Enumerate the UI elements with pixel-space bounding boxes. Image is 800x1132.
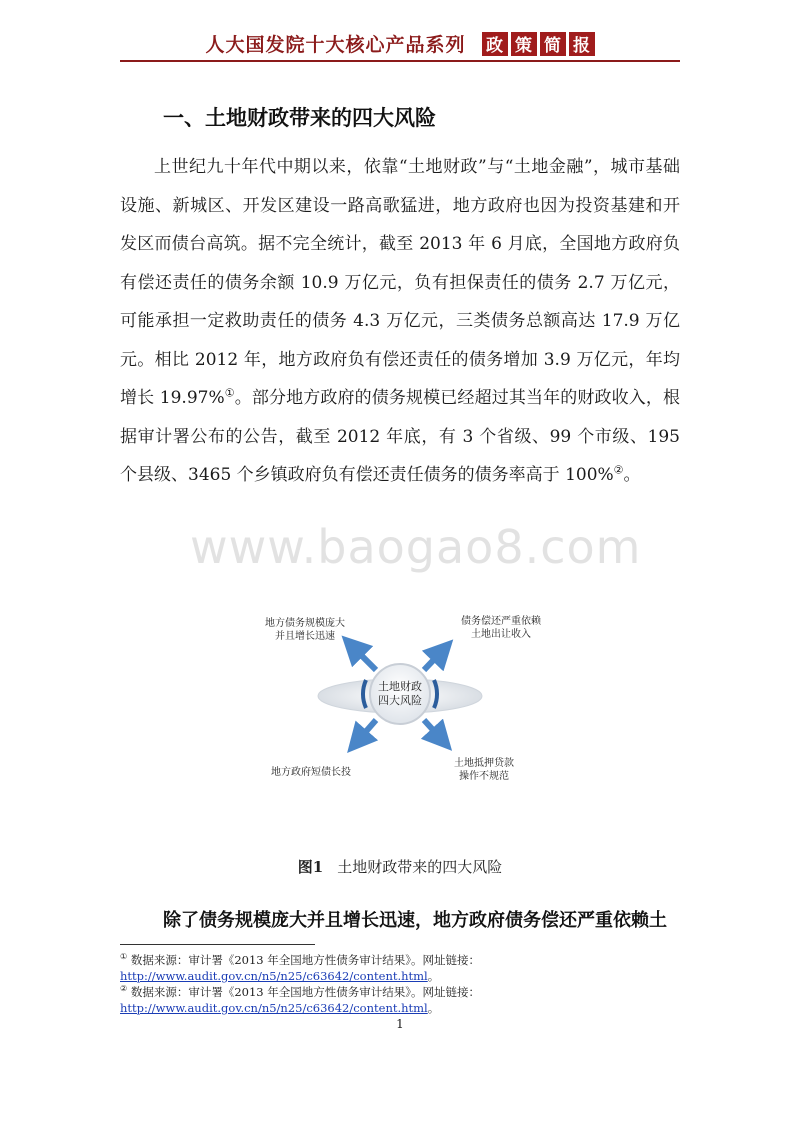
policy-brief-badge xyxy=(482,32,595,56)
badge-char: 策 xyxy=(511,32,537,56)
center-line: 土地财政 xyxy=(378,680,422,693)
watermark: www.baogao8.com xyxy=(190,520,642,574)
footnote-ref[interactable]: ② xyxy=(613,463,624,477)
risk-label-bottom-left xyxy=(256,766,366,779)
footnote xyxy=(120,952,680,968)
footnote-divider xyxy=(120,944,315,945)
arrow-bottom-right xyxy=(424,720,444,742)
arrow-bottom-left xyxy=(355,720,376,744)
series-title: 人大国发院十大核心产品系列 xyxy=(205,34,466,56)
header-divider xyxy=(120,60,680,62)
center-line: 四大风险 xyxy=(378,694,422,707)
footnote-ref[interactable]: ① xyxy=(224,386,235,400)
risk-line: 地方政府短债长投 xyxy=(271,767,351,778)
footnote xyxy=(120,984,680,1000)
badge-char: 政 xyxy=(482,32,508,56)
risk-line: 地方债务规模庞大 xyxy=(265,618,345,629)
paragraph-text: 上世纪九十年代中期以来，依靠“土地财政”与“土地金融”，城市基础设施、新城区、开发区建设一路高歌猛进，地方政府也因为投资基建和开发区而债台高筑。据不完全统计，截至 2013 年 6 月底，全国地方政府负有偿还责任的债务余额 10.9 万亿元，负有担保责任的债务 2.7 万亿元，可能承担一定救助责任的债务 4.3 万亿元，三类债务总额高达 17.9 万亿元。相比 2012 年，地方政府负有偿还责任的债务增加 3.9 万亿元，年均增长 19.97% xyxy=(120,157,680,408)
footnote-end: 。 xyxy=(427,969,440,983)
footnote-link[interactable]: http://www.audit.gov.cn/n5/n25/c63642/content.html xyxy=(120,969,428,983)
diagram-center-label xyxy=(374,680,426,708)
badge-char: 简 xyxy=(540,32,566,56)
arrow-top-right xyxy=(424,648,445,670)
risk-label-top-right xyxy=(446,615,556,641)
badge-char: 报 xyxy=(569,32,595,56)
footnote-text: 数据来源：审计署《2013 年全国地方性债务审计结果》。网址链接： xyxy=(127,985,480,999)
risk-label-top-left xyxy=(250,617,360,643)
arrow-top-left xyxy=(350,644,376,670)
next-paragraph: 除了债务规模庞大并且增长迅速，地方政府债务偿还严重依赖土 xyxy=(163,910,667,931)
body-paragraph xyxy=(120,148,680,495)
risk-label-bottom-right xyxy=(444,757,524,783)
risk-line: 土地抵押贷款 xyxy=(454,758,514,769)
figure-title: 土地财政带来的四大风险 xyxy=(337,858,503,876)
section-heading: 一、土地财政带来的四大风险 xyxy=(163,105,436,130)
risk-line: 债务偿还严重依赖 xyxy=(461,616,541,627)
footnote xyxy=(120,968,680,984)
paragraph-text: 。部分地方政府的债务规模已经超过其当年的财政收入，根据审计署公布的公告，截至 2012 年底，有 3 个省级、99 个市级、195 个县级、3465 个乡镇政府负有偿还责任债务的债务率高于 100% xyxy=(120,388,680,485)
footnote-mark: ① xyxy=(120,952,128,962)
risk-line: 并且增长迅速 xyxy=(275,631,335,642)
risk-line: 操作不规范 xyxy=(459,771,509,782)
paragraph-text: 。 xyxy=(623,465,641,485)
footnote-end: 。 xyxy=(427,1001,440,1015)
risk-line: 土地出让收入 xyxy=(471,629,531,640)
figure-caption xyxy=(0,856,800,877)
footnote-text: 数据来源：审计署《2013 年全国地方性债务审计结果》。网址链接： xyxy=(127,953,480,967)
footnote-mark: ② xyxy=(120,984,128,994)
footnote-link[interactable]: http://www.audit.gov.cn/n5/n25/c63642/content.html xyxy=(120,1001,428,1015)
footnote xyxy=(120,1000,680,1016)
page-number: 1 xyxy=(396,1017,404,1031)
footnotes xyxy=(120,952,680,1016)
figure-number: 图1 xyxy=(297,858,324,876)
risk-diagram xyxy=(240,600,560,800)
page-header xyxy=(0,30,800,57)
